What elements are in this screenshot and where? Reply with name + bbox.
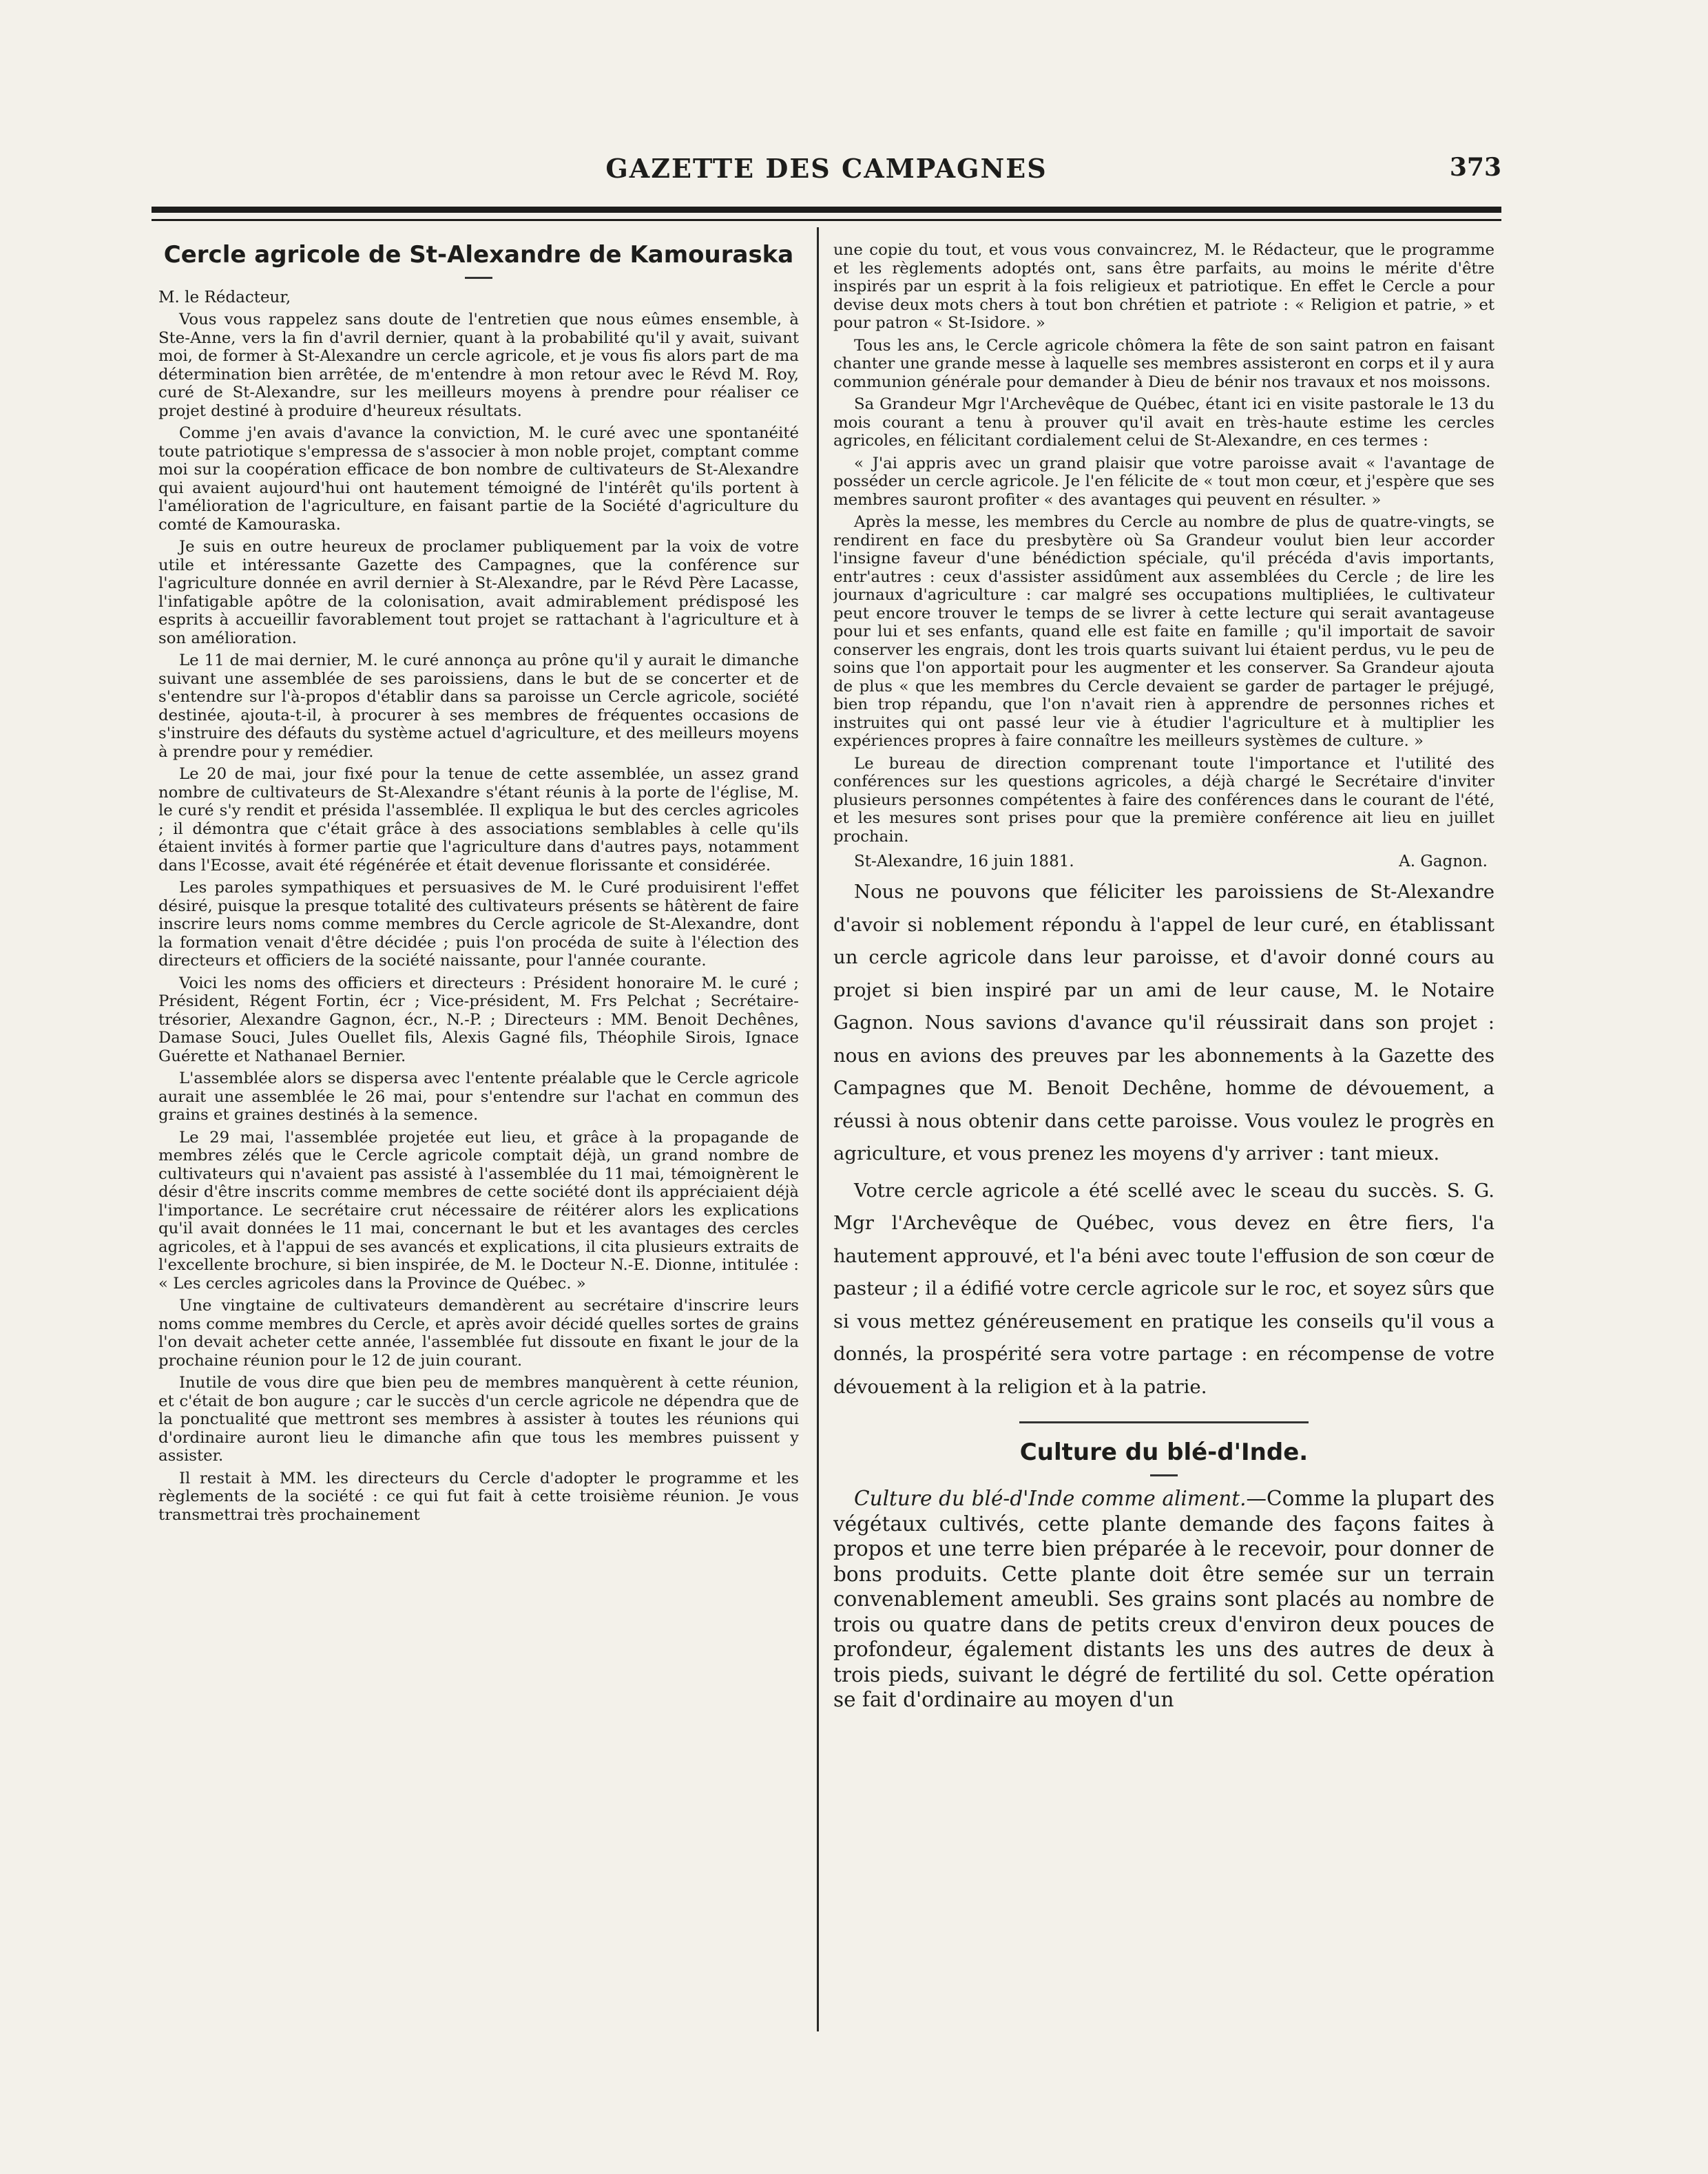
signature [854,853,1494,870]
paragraph: Le 11 de mai dernier, M. le curé annonça au prône qu'il y aurait le dimanche suivant une assemblée de ses paroissiens, dans le but de se concerter et de s'entendre sur l'à-propos d'établir dans sa paroisse un Cercle agricole, société destinée, ajouta-t-il, à procurer à ses membres de fréquentes occasions de s'instruire des défauts du système actuel d'agriculture, et des meilleurs moyens à prendre pour y remédier. [158,651,799,761]
left-column [158,241,799,2031]
paragraph: Après la messe, les membres du Cercle au nombre de plus de quatre-vingts, se rendirent en face du presbytère où Sa Grandeur voulut bien leur accorder l'insigne faveur d'une bénédiction spéciale, qu'il précéda d'avis importants, entr'autres : ceux d'assister assidûment aux assemblées du Cercle ; de lire les journaux d'agriculture : car malgré ses occupations multipliées, le cultivateur peut encore trouver le temps de se livrer à cette lecture qui serait avantageuse pour lui et ses enfants, quand elle est faite en famille ; qu'il importait de savoir conserver les engrais, dont les trois quarts suivant lui étaient perdus, vu le peu de soins que l'on apportait pour les augmenter et les conserver. Sa Grandeur ajouta de plus « que les membres du Cercle devaient se garder de partager le préjugé, bien trop répandu, que l'on n'avait rien à apprendre de personnes riches et instruites qui ont passé leur vie à étudier l'agriculture et à multiplier les expériences propres à faire connaître les meilleurs systèmes de culture. » [833,513,1494,750]
paragraph: une copie du tout, et vous vous convaincrez, M. le Rédacteur, que le programme et les règlements adoptés ont, sans être parfaits, au moins le mérite d'être inspirés par un esprit à la fois religieux et patriotique. En effet le Cercle a pour devise deux mots chers à tout bon chrétien et patriote : « Religion et patrie, » et pour patron « St-Isidore. » [833,241,1494,332]
paragraph: Les paroles sympathiques et persuasives de M. le Curé produisirent l'effet désiré, puisque la presque totalité des cultivateurs présents se hâtèrent de faire inscrire leurs noms comme membres du Cercle agricole de St-Alexandre, dont la formation venait d'être décidée ; puis l'on procéda de suite à l'élection des directeurs et officiers de la société naissante, pour l'année courante. [158,879,799,970]
running-title: GAZETTE DES CAMPAGNES [605,153,1048,184]
signature-place-date: St-Alexandre, 16 juin 1881. [854,853,1074,870]
paragraph: Il restait à MM. les directeurs du Cercle d'adopter le programme et les règlements de la société : ce qui fut fait à cette troisième réunion. Je vous transmettrai très prochainement [158,1469,799,1524]
paragraph: Le bureau de direction comprenant toute l'importance et l'utilité des conférences sur les questions agricoles, a déjà chargé le Secrétaire d'inviter plusieurs personnes compétentes à faire des conférences dans le courant de l'été, et les mesures sont prises pour que la première conférence ait lieu en juillet prochain. [833,754,1494,846]
page-number: 373 [1449,153,1501,182]
paragraph: Inutile de vous dire que bien peu de membres manquèrent à cette réunion, et c'était de bon augure ; car le succès d'un cercle agricole ne dépendra que de la ponctualité que mettront ses membres à assister à toutes les réunions qui d'ordinaire auront lieu le dimanche afin que tous les membres puissent y assister. [158,1374,799,1465]
paragraph: Tous les ans, le Cercle agricole chômera la fête de son saint patron en faisant chanter une grande messe à laquelle ses membres assisteront en corps et il y aura communion générale pour demander à Dieu de bénir nos travaux et nos moissons. [833,336,1494,391]
editor-note: Votre cercle agricole a été scellé avec le sceau du succès. S. G. Mgr l'Archevêque de Québec, vous devez en être fiers, l'a hautement approuvé, et l'a béni avec toute l'effusion de son cœur de pasteur ; il a édifié votre cercle agricole sur le roc, et soyez sûrs que si vous mettez généreusement en pratique les conseils qu'il vous a donnés, la prospérité sera votre partage : en récompense de votre dévouement à la religion et à la patrie. [833,1179,1494,1398]
paragraph [833,1486,1494,1713]
paragraph: Le 20 de mai, jour fixé pour la tenue de cette assemblée, un assez grand nombre de cultivateurs de St-Alexandre s'étant réunis à la porte de l'église, M. le curé s'y rendit et présida l'assemblée. Il expliqua le but des cercles agricoles ; il démontra que c'était grâce à des associations semblables à celle qu'ils étaient invités à former partie que l'agriculture dans d'autres pays, notamment dans l'Ecosse, avait été régénérée et était devenue florissante et considérée. [158,765,799,875]
paragraph: Sa Grandeur Mgr l'Archevêque de Québec, étant ici en visite pastorale le 13 du mois courant a tenu à prouver qu'il avait en très-haute estime les cercles agricoles, en félicitant cordialement celui de St-Alexandre, en ces termes : [833,395,1494,450]
paragraph: Voici les noms des officiers et directeurs : Président honoraire M. le curé ; Président, Régent Fortin, écr ; Vice-président, M. Frs Pelchat ; Secrétaire-trésorier, Alexandre Gagnon, écr., N.-P. ; Directeurs : MM. Benoit Dechênes, Damase Souci, Jules Ouellet fils, Alexis Gagné fils, Théophile Sirois, Ignace Guérette et Nathanael Bernier. [158,974,799,1065]
header-rule-thick [152,207,1501,213]
paragraph-text: —Comme la plupart des végétaux cultivés, cette plante demande des façons faites à propos et une terre bien préparée à le recevoir, pour donner de bons produits. Cette plante doit être semée sur un terrain convenablement ameubli. Ses grains sont placés au nombre de trois ou quatre dans de petits creux d'environ deux pouces de profondeur, également distants les uns des autres de deux à trois pieds, suivant le dégré de fertilité du sol. Cette opération se fait d'ordinaire au moyen d'un [833,1487,1494,1711]
paragraph: Le 29 mai, l'assemblée projetée eut lieu, et grâce à la propagande de membres zélés que le Cercle agricole comptait déjà, un grand nombre de cultivateurs qui n'avaient pas assisté à l'assemblée du 11 mai, témoignèrent le désir d'être inscrits comme membres de cette société dont ils appréciaient déjà l'importance. Le secrétaire crut nécessaire de réitérer alors les explications qu'il avait données le 11 mai, concernant le but et les avantages des cercles agricoles, et à l'appui de ses avancés et explications, il cita plusieurs extraits de l'excellente brochure, si bien inspirée, de M. le Docteur N.-E. Dionne, intitulée : « Les cercles agricoles dans la Province de Québec. » [158,1128,799,1293]
article-title: Cercle agricole de St-Alexandre de Kamouraska [163,241,794,269]
quotation: « J'ai appris avec un grand plaisir que votre paroisse avait « l'avantage de posséder un cercle agricole. Je l'en félicite de « tout mon cœur, et j'espère que ses membres sauront profiter « des avantages qui peuvent en résulter. » [833,454,1494,509]
title-rule [1150,1474,1178,1476]
editor-note: Nous ne pouvons que féliciter les paroissiens de St-Alexandre d'avoir si noblement répondu à l'appel de leur curé, en établissant un cercle agricole dans leur paroisse, et d'avoir donné cours au projet si bien inspiré par un ami de leur cause, M. le Notaire Gagnon. Nous savions d'avance qu'il réussirait dans son projet : nous en avions des preuves par les abonnements à la Gazette des Campagnes que M. Benoit Dechêne, homme de dévouement, a réussi à nous obtenir dans cette paroisse. Vous voulez le progrès en agriculture, et vous prenez les moyens d'y arriver : tant mieux. [833,881,1494,1164]
page-header [152,153,1501,194]
paragraph: Comme j'en avais d'avance la conviction, M. le curé avec une spontanéité toute patriotique s'empressa de s'associer à mon noble projet, comptant comme moi sur la coopération efficace de bon nombre de cultivateurs de St-Alexandre qui avaient aujourd'hui ont hautement témoigné de l'intérêt qu'ils portent à l'amélioration de l'agriculture, en faisant partie de la Société d'agriculture du comté de Kamouraska. [158,424,799,534]
column-divider [817,227,819,2031]
lead-phrase: Culture du blé-d'Inde comme aliment. [854,1487,1247,1510]
paragraph: Une vingtaine de cultivateurs demandèrent au secrétaire d'inscrire leurs noms comme membres du Cercle, et après avoir décidé quelles sortes de grains l'on devait acheter cette année, l'assemblée fut dissoute en fixant le jour de la prochaine réunion pour le 12 de juin courant. [158,1297,799,1370]
paragraph: Je suis en outre heureux de proclamer publiquement par la voix de votre utile et intéressante Gazette des Campagnes, que la conférence sur l'agriculture donnée en avril dernier à St-Alexandre, par le Révd Père Lacasse, l'infatigable apôtre de la colonisation, avait admirablement prédisposé les esprits à accueillir favorablement tout projet se rattachant à l'agriculture et à son amélioration. [158,538,799,647]
paragraph: Vous vous rappelez sans doute de l'entretien que nous eûmes ensemble, à Ste-Anne, vers la fin d'avril dernier, quant à la probabilité qu'il y avait, suivant moi, de former à St-Alexandre un cercle agricole, et je vous fis alors part de ma détermination bien arrêtée, de m'entendre à mon retour avec le Révd M. Roy, curé de St-Alexandre, sur les meilleurs moyens à prendre pour réaliser ce projet destiné à produire d'heureux résultats. [158,311,799,420]
signature-name: A. Gagnon. [1399,853,1488,870]
right-column [833,241,1494,2031]
header-rule-thin [152,219,1501,221]
article-title: Culture du blé-d'Inde. [1019,1439,1309,1466]
section-rule [1019,1421,1309,1423]
title-rule [465,277,492,279]
paragraph: L'assemblée alors se dispersa avec l'entente préalable que le Cercle agricole aurait une assemblée le 26 mai, pour s'entendre sur l'achat en commun des grains et graines destinés à la semence. [158,1069,799,1124]
salutation: M. le Rédacteur, [158,289,291,306]
